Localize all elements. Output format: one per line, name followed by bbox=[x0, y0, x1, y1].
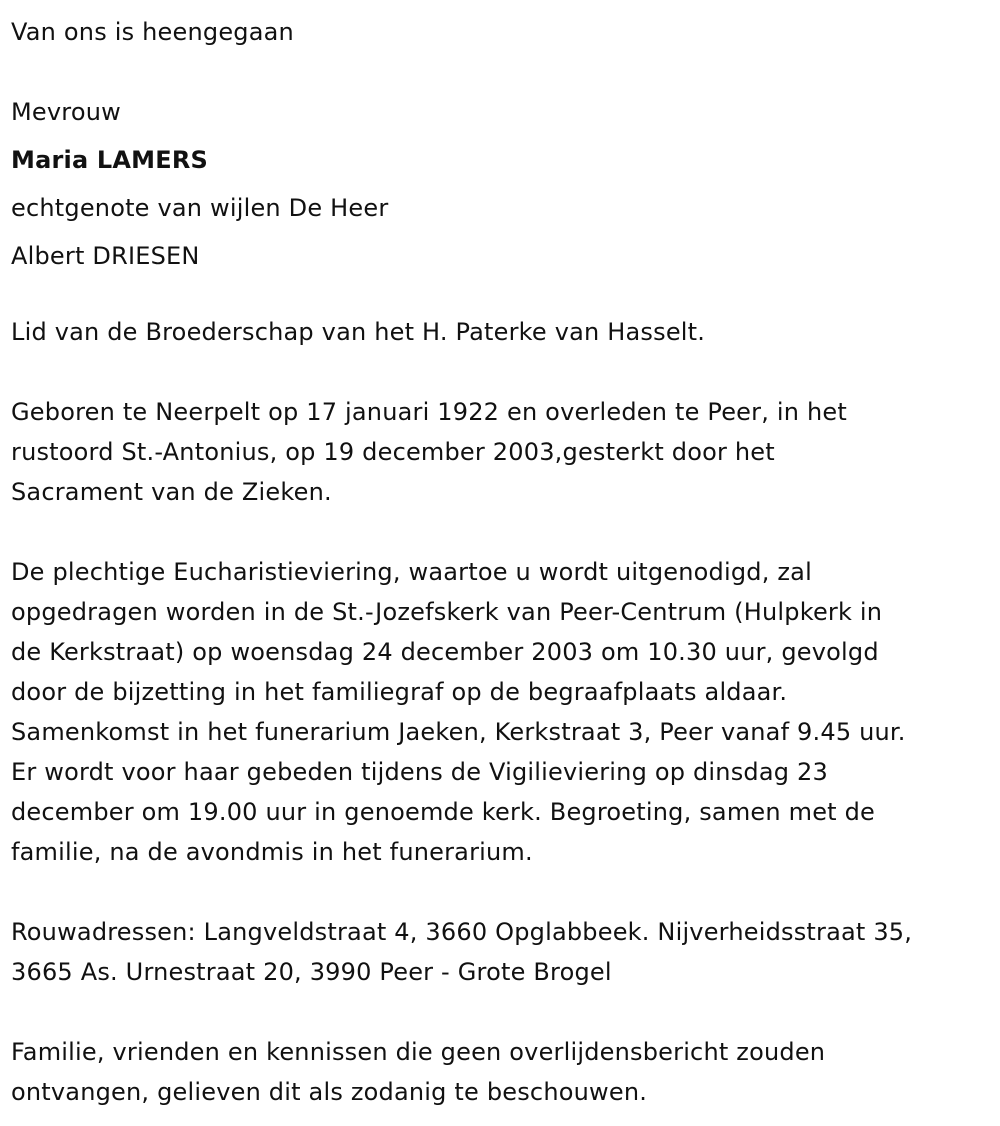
paragraph-line: Rouwadressen: Langveldstraat 4, 3660 Opglabbeek. Nijverheidsstraat 35, bbox=[11, 918, 913, 946]
paragraph-line: Familie, vrienden en kennissen die geen overlijdensbericht zouden bbox=[11, 1038, 826, 1066]
paragraph-line: De plechtige Eucharistieviering, waartoe u wordt uitgenodigd, zal bbox=[11, 558, 812, 586]
paragraph-line: Samenkomst in het funerarium Jaeken, Kerkstraat 3, Peer vanaf 9.45 uur. bbox=[11, 718, 906, 746]
paragraph-line: rustoord St.-Antonius, op 19 december 2003,gesterkt door het bbox=[11, 438, 775, 466]
intro-text: Van ons is heengegaan bbox=[11, 18, 294, 46]
paragraph-line: door de bijzetting in het familiegraf op de begraafplaats aldaar. bbox=[11, 678, 788, 706]
relation-line-1: echtgenote van wijlen De Heer bbox=[11, 194, 389, 222]
paragraph-line: december om 19.00 uur in genoemde kerk. Begroeting, samen met de bbox=[11, 798, 876, 826]
paragraph-line: opgedragen worden in de St.-Jozefskerk van Peer-Centrum (Hulpkerk in bbox=[11, 598, 883, 626]
deceased-name: Maria LAMERS bbox=[11, 146, 209, 174]
salutation: Mevrouw bbox=[11, 98, 121, 126]
paragraph-line: Er wordt voor haar gebeden tijdens de Vigilieviering op dinsdag 23 bbox=[11, 758, 828, 786]
membership-text: Lid van de Broederschap van het H. Paterke van Hasselt. bbox=[11, 318, 706, 346]
paragraph-line: ontvangen, gelieven dit als zodanig te beschouwen. bbox=[11, 1078, 648, 1106]
ceremony-paragraph bbox=[11, 552, 988, 872]
birth-death-paragraph bbox=[11, 392, 988, 512]
closing-paragraph bbox=[11, 1032, 988, 1112]
paragraph-line: Sacrament van de Zieken. bbox=[11, 478, 332, 506]
addresses-paragraph bbox=[11, 912, 988, 992]
paragraph-line: familie, na de avondmis in het funerarium. bbox=[11, 838, 533, 866]
relation-line-2: Albert DRIESEN bbox=[11, 242, 200, 270]
paragraph-line: 3665 As. Urnestraat 20, 3990 Peer - Grote Brogel bbox=[11, 958, 612, 986]
paragraph-line: de Kerkstraat) op woensdag 24 december 2003 om 10.30 uur, gevolgd bbox=[11, 638, 879, 666]
obituary-notice bbox=[11, 8, 988, 1112]
paragraph-line: Geboren te Neerpelt op 17 januari 1922 en overleden te Peer, in het bbox=[11, 398, 847, 426]
